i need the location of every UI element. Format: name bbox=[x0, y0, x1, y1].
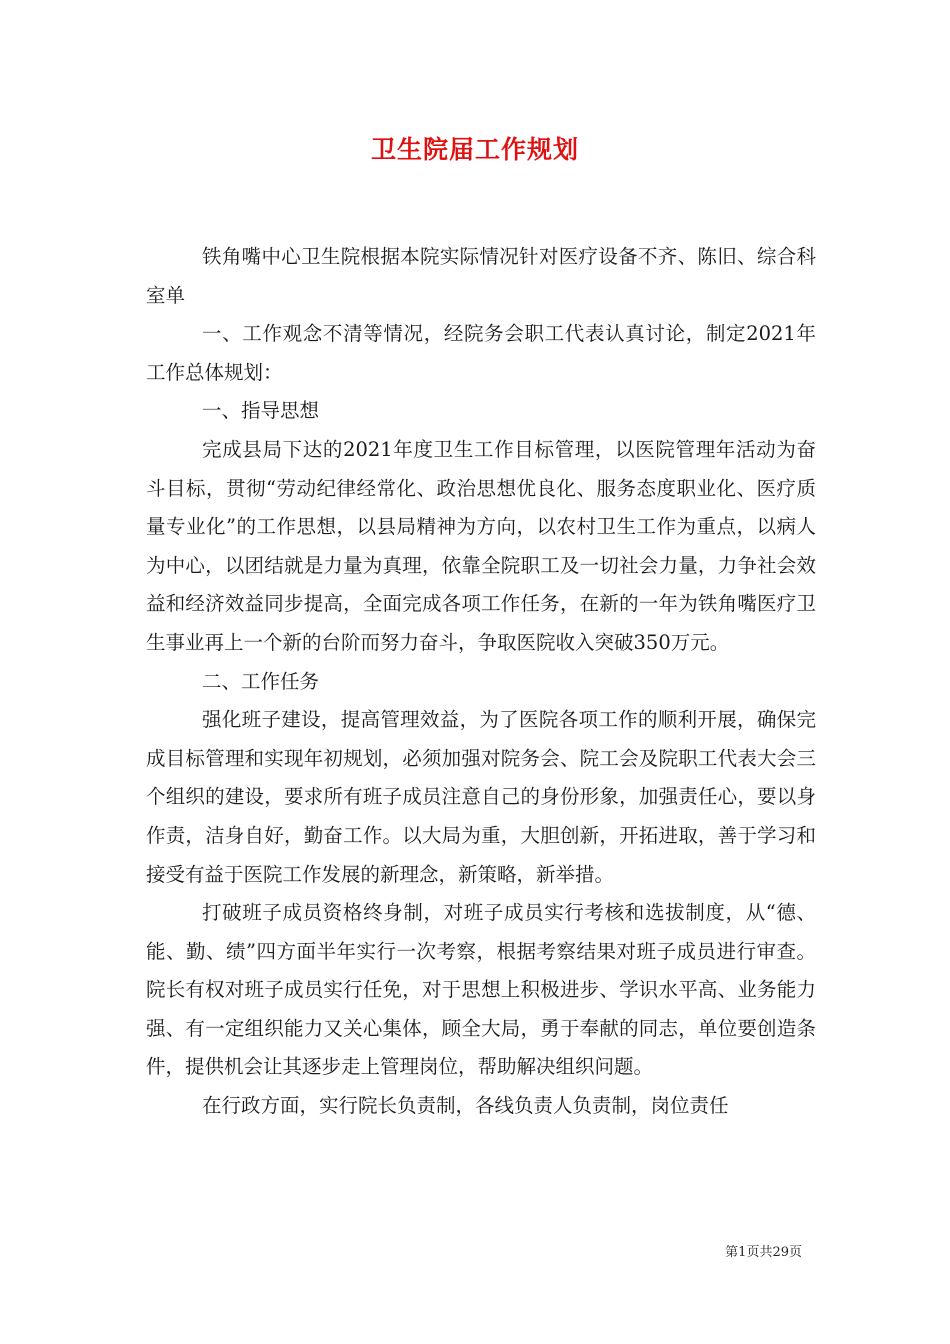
paragraph-intro: 铁角嘴中心卫生院根据本院实际情况针对医疗设备不齐、陈旧、综合科室单 bbox=[146, 245, 816, 307]
paragraph-leadership-building: 强化班子建设，提高管理效益，为了医院各项工作的顺利开展，确保完成目标管理和实现年初规划，必须加强对院务会、院工会及院职工代表大会三个组织的建设，要求所有班子成员注意自己的身份形象，加强责任心，要以身作责，洁身自好，勤奋工作。以大局为重，大胆创新，开拓进取，善于学习和接受有益于医院工作发展的新理念，新策略，新举措。 bbox=[146, 708, 816, 886]
paragraph-leadership-assessment: 打破班子成员资格终身制，对班子成员实行考核和选拔制度，从“德、能、勤、绩”四方面半年实行一次考察，根据考察结果对班子成员进行审查。院长有权对班子成员实行任免，对于思想上积极进步、学识水平高、业务能力强、有一定组织能力又关心集体，顾全大局，勇于奉献的同志，单位要创造条件，提供机会让其逐步走上管理岗位，帮助解决组织问题。 bbox=[146, 901, 816, 1079]
paragraph-overview: 一、工作观念不清等情况，经院务会职工代表认真讨论，制定2021年工作总体规划： bbox=[146, 322, 816, 384]
page-number-footer: 第1页共29页 bbox=[725, 1245, 802, 1260]
document-title: 卫生院届工作规划 bbox=[370, 135, 579, 164]
section-heading-guiding-ideology: 一、指导思想 bbox=[202, 399, 320, 423]
paragraph-guiding-ideology: 完成县局下达的2021年度卫生工作目标管理，以医院管理年活动为奋斗目标，贯彻“劳动纪律经常化、政治思想优良化、服务态度职业化、医疗质量专业化”的工作思想，以县局精神为方向，以农村卫生工作为重点，以病人为中心，以团结就是力量为真理，依靠全院职工及一切社会力量，力争社会效益和经济效益同步提高，全面完成各项工作任务，在新的一年为铁角嘴医疗卫生事业再上一个新的台阶而努力奋斗，争取医院收入突破350万元。 bbox=[146, 437, 816, 654]
paragraph-administration: 在行政方面，实行院长负责制，各线负责人负责制，岗位责任 bbox=[202, 1094, 729, 1118]
section-heading-work-tasks: 二、工作任务 bbox=[202, 669, 320, 693]
document-body bbox=[146, 238, 816, 1126]
